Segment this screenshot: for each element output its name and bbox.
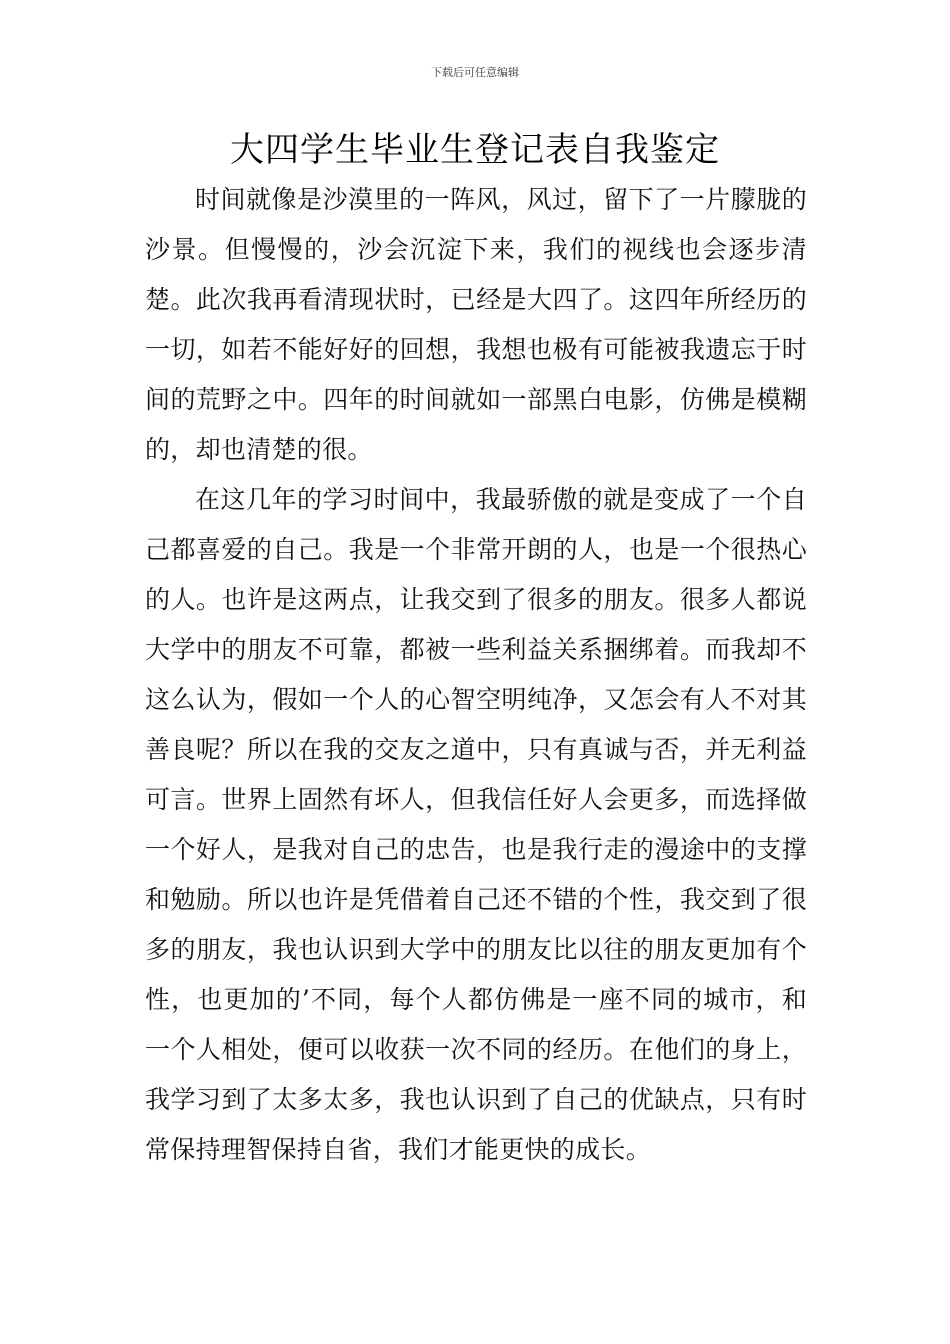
document-body [145,175,807,1175]
paragraph-1: 时间就像是沙漠里的一阵风，风过，留下了一片朦胧的沙景。但慢慢的，沙会沉淀下来，我们的视线也会逐步清楚。此次我再看清现状时，已经是大四了。这四年所经历的一切，如若不能好好的回想，我想也极有可能被我遗忘于时间的荒野之中。四年的时间就如一部黑白电影，仿佛是模糊的，却也清楚的很。 [145,185,807,464]
document-title: 大四学生毕业生登记表自我鉴定 [230,130,720,170]
paragraph-2: 在这几年的学习时间中，我最骄傲的就是变成了一个自己都喜爱的自己。我是一个非常开朗的人，也是一个很热心的人。也许是这两点，让我交到了很多的朋友。很多人都说大学中的朋友不可靠，都被一些利益关系捆绑着。而我却不这么认为，假如一个人的心智空明纯净，又怎会有人不对其善良呢？所以在我的交友之道中，只有真诚与否，并无利益可言。世界上固然有坏人，但我信任好人会更多，而选择做一个好人，是我对自己的忠告，也是我行走的漫途中的支撑和勉励。所以也许是凭借着自己还不错的个性，我交到了很多的朋友，我也认识到大学中的朋友比以往的朋友更加有个性，也更加的’不同，每个人都仿佛是一座不同的城市，和一个人相处，便可以收获一次不同的经历。在他们的身上，我学习到了太多太多，我也认识到了自己的优缺点，只有时常保持理智保持自省，我们才能更快的成长。 [145,485,807,1164]
page-header-note: 下载后可任意编辑 [431,66,519,79]
